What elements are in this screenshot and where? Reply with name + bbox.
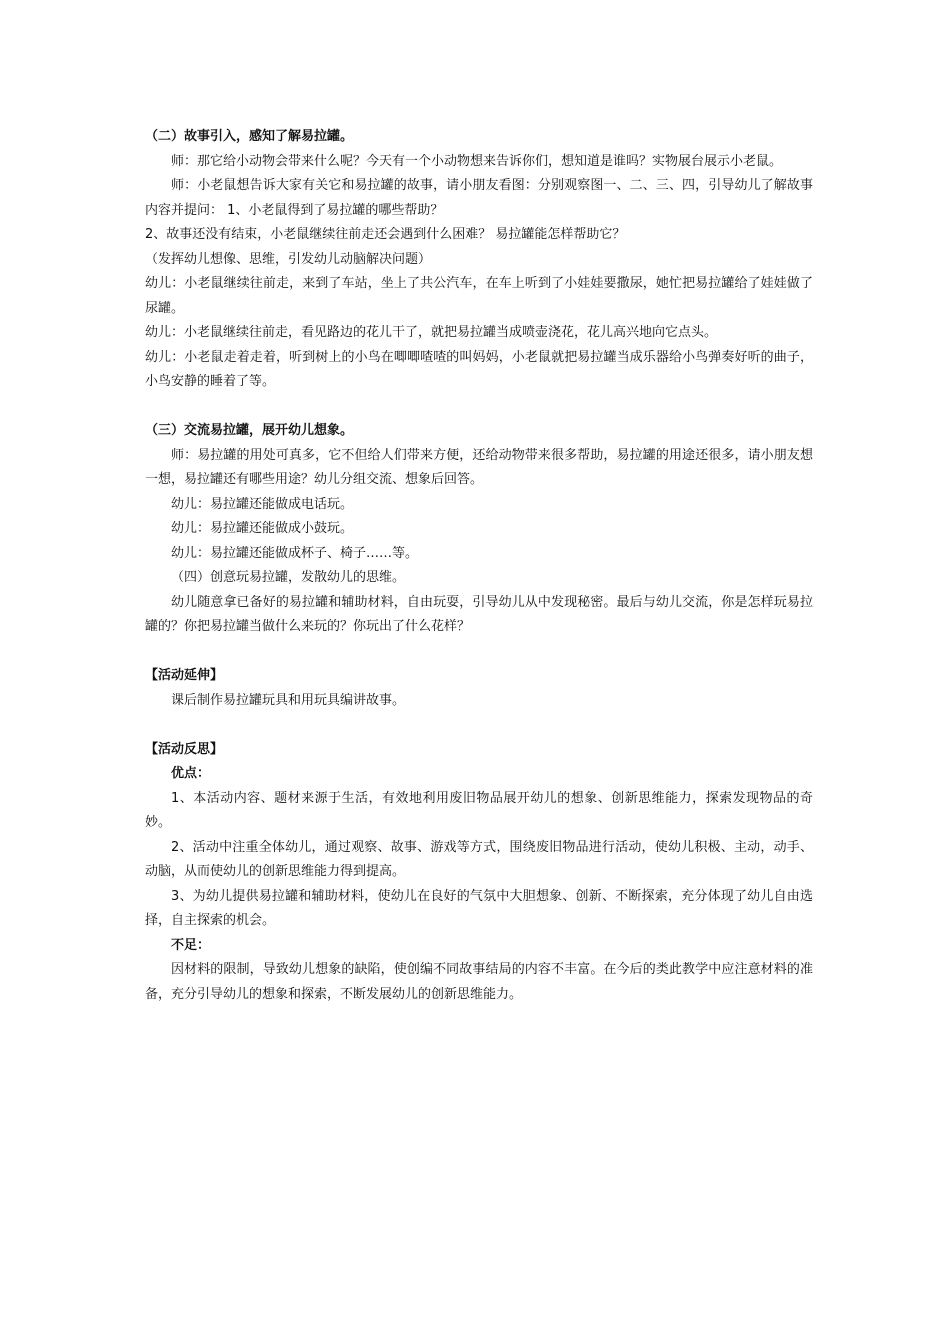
pro-item-2: 2、活动中注重全体幼儿，通过观察、故事、游戏等方式，围绕废旧物品进行活动，使幼儿积极、主动，动手、动脑，从而使幼儿的创新思维能力得到提高。 <box>145 839 813 879</box>
section-2-paragraph-7: 幼儿：小老鼠走着走着，听到树上的小鸟在唧唧喳喳的叫妈妈，小老鼠就把易拉罐当成乐器给小鸟弹奏好听的曲子，小鸟安静的睡着了等。 <box>145 349 813 389</box>
extension-heading: 【活动延伸】 <box>145 668 224 683</box>
section-3-paragraph-1: 师：易拉罐的用处可真多，它不但给人们带来方便，还给动物带来很多帮助，易拉罐的用途还很多，请小朋友想一想，易拉罐还有哪些用途？幼儿分组交流、想象后回答。 <box>145 447 813 487</box>
section-4-heading: （四）创意玩易拉罐，发散幼儿的思维。 <box>171 570 406 585</box>
section-3-paragraph-3: 幼儿：易拉罐还能做成小鼓玩。 <box>171 521 354 536</box>
spacer <box>145 640 813 665</box>
extension-paragraph: 课后制作易拉罐玩具和用玩具编讲故事。 <box>171 692 406 708</box>
section-3-paragraph-4: 幼儿：易拉罐还能做成杯子、椅子……等。 <box>171 545 419 561</box>
section-2-paragraph-2: 师：小老鼠想告诉大家有关它和易拉罐的故事，请小朋友看图：分别观察图一、二、三、四，引导幼儿了解故事内容并提问： 1、小老鼠得到了易拉罐的哪些帮助？ <box>145 178 813 218</box>
cons-label: 不足： <box>171 937 211 953</box>
section-2-paragraph-1: 师：那它给小动物会带来什么呢？今天有一个小动物想来告诉你们，想知道是谁吗？实物展台展示小老鼠。 <box>171 153 783 169</box>
section-2-paragraph-4: （发挥幼儿想像、思维，引发幼儿动脑解决问题） <box>145 251 432 267</box>
pro-item-3: 3、为幼儿提供易拉罐和辅助材料，使幼儿在良好的气氛中大胆想象、创新、不断探索，充分体现了幼儿自由选择，自主探索的机会。 <box>145 888 813 928</box>
section-3-paragraph-2: 幼儿：易拉罐还能做成电话玩。 <box>171 496 354 512</box>
con-item-1: 因材料的限制，导致幼儿想象的缺陷，使创编不同故事结局的内容不丰富。在今后的类此教学中应注意材料的准备，充分引导幼儿的想象和探索，不断发展幼儿的创新思维能力。 <box>145 962 813 1002</box>
section-2-paragraph-6: 幼儿：小老鼠继续往前走，看见路边的花儿干了，就把易拉罐当成喷壶浇花，花儿高兴地向它点头。 <box>145 325 718 340</box>
pros-label: 优点： <box>171 766 211 781</box>
section-2-heading: （二）故事引入，感知了解易拉罐。 <box>145 129 354 144</box>
document-page <box>145 125 813 1007</box>
section-4-paragraph-1: 幼儿随意拿已备好的易拉罐和辅助材料，自由玩耍，引导幼儿从中发现秘密。最后与幼儿交流，你是怎样玩易拉罐的？你把易拉罐当做什么来玩的？你玩出了什么花样？ <box>145 594 813 634</box>
spacer <box>145 395 813 420</box>
section-2-paragraph-5: 幼儿：小老鼠继续往前走，来到了车站，坐上了共公汽车，在车上听到了小娃娃要撒尿，她忙把易拉罐给了娃娃做了尿罐。 <box>145 276 813 316</box>
section-2-paragraph-3: 2、故事还没有结束，小老鼠继续往前走还会遇到什么困难？ 易拉罐能怎样帮助它？ <box>145 227 626 242</box>
section-3-heading: （三）交流易拉罐，展开幼儿想象。 <box>145 423 354 438</box>
pro-item-1: 1、本活动内容、题材来源于生活，有效地利用废旧物品展开幼儿的想象、创新思维能力，探索发现物品的奇妙。 <box>145 790 813 830</box>
reflection-heading: 【活动反思】 <box>145 741 224 757</box>
spacer <box>145 713 813 738</box>
